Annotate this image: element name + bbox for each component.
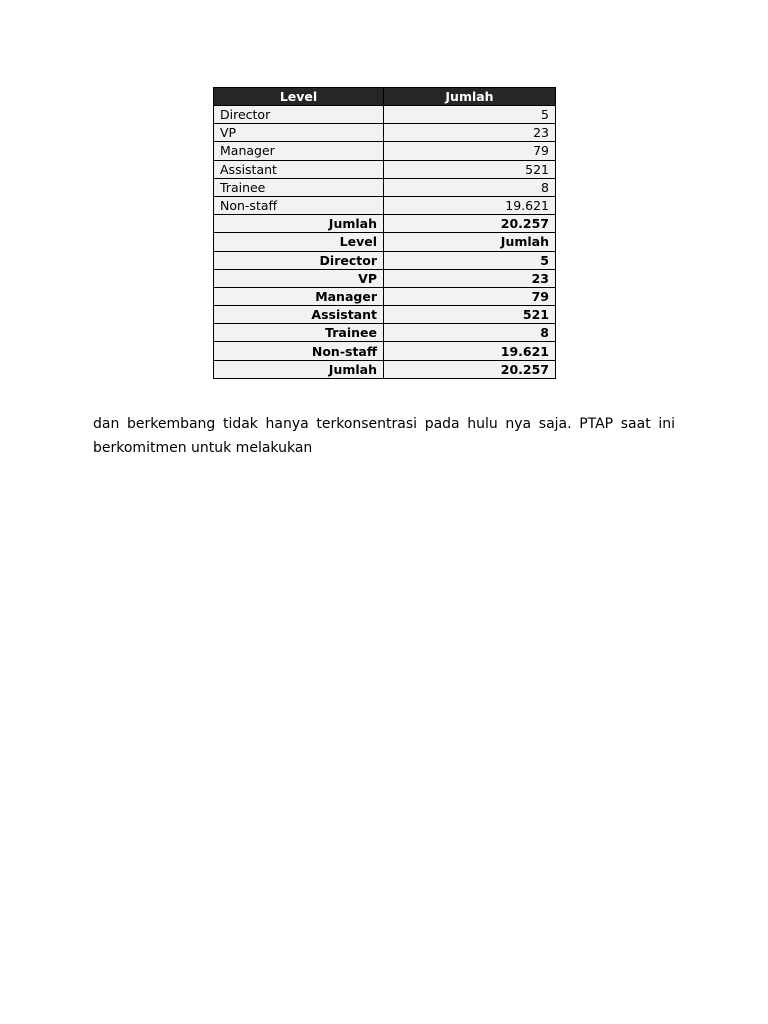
cell-jumlah: 23 [384, 124, 556, 142]
cell-jumlah: Jumlah [384, 233, 556, 251]
cell-level: Jumlah [214, 360, 384, 378]
cell-level: Manager [214, 142, 384, 160]
table-row [214, 142, 556, 160]
table-row-bold [214, 342, 556, 360]
cell-jumlah: 521 [384, 160, 556, 178]
cell-level: Director [214, 251, 384, 269]
cell-jumlah: 79 [384, 287, 556, 305]
table-row [214, 124, 556, 142]
cell-jumlah: 20.257 [384, 215, 556, 233]
cell-jumlah: 79 [384, 142, 556, 160]
cell-jumlah: 20.257 [384, 360, 556, 378]
table-row-bold [214, 306, 556, 324]
table-row-bold [214, 269, 556, 287]
cell-jumlah: 23 [384, 269, 556, 287]
table-row [214, 178, 556, 196]
table-row-bold [214, 251, 556, 269]
paragraph-line: dan berkembang tidak hanya terkonsentrasi pada hulu nya saja. PTAP saat ini [93, 416, 675, 432]
table-row [214, 160, 556, 178]
cell-jumlah: 8 [384, 178, 556, 196]
cell-level: Trainee [214, 178, 384, 196]
table-header-row [214, 88, 556, 106]
cell-jumlah: 5 [384, 106, 556, 124]
cell-level: Assistant [214, 160, 384, 178]
cell-jumlah: 19.621 [384, 342, 556, 360]
cell-level: Director [214, 106, 384, 124]
table-row [214, 106, 556, 124]
table-row-bold [214, 360, 556, 378]
paragraph-line: berkomitmen untuk melakukan [93, 440, 313, 456]
level-jumlah-table [213, 87, 556, 379]
cell-level: VP [214, 269, 384, 287]
table-row-bold [214, 215, 556, 233]
cell-level: Trainee [214, 324, 384, 342]
table-row-bold [214, 324, 556, 342]
header-jumlah: Jumlah [384, 88, 556, 106]
body-paragraph [93, 412, 675, 460]
cell-level: Jumlah [214, 215, 384, 233]
cell-jumlah: 8 [384, 324, 556, 342]
header-level: Level [214, 88, 384, 106]
cell-jumlah: 19.621 [384, 196, 556, 214]
table-row [214, 196, 556, 214]
cell-level: VP [214, 124, 384, 142]
cell-level: Level [214, 233, 384, 251]
table-row-bold [214, 287, 556, 305]
cell-level: Non-staff [214, 196, 384, 214]
cell-level: Non-staff [214, 342, 384, 360]
cell-level: Assistant [214, 306, 384, 324]
cell-jumlah: 5 [384, 251, 556, 269]
cell-jumlah: 521 [384, 306, 556, 324]
table-row-bold [214, 233, 556, 251]
cell-level: Manager [214, 287, 384, 305]
